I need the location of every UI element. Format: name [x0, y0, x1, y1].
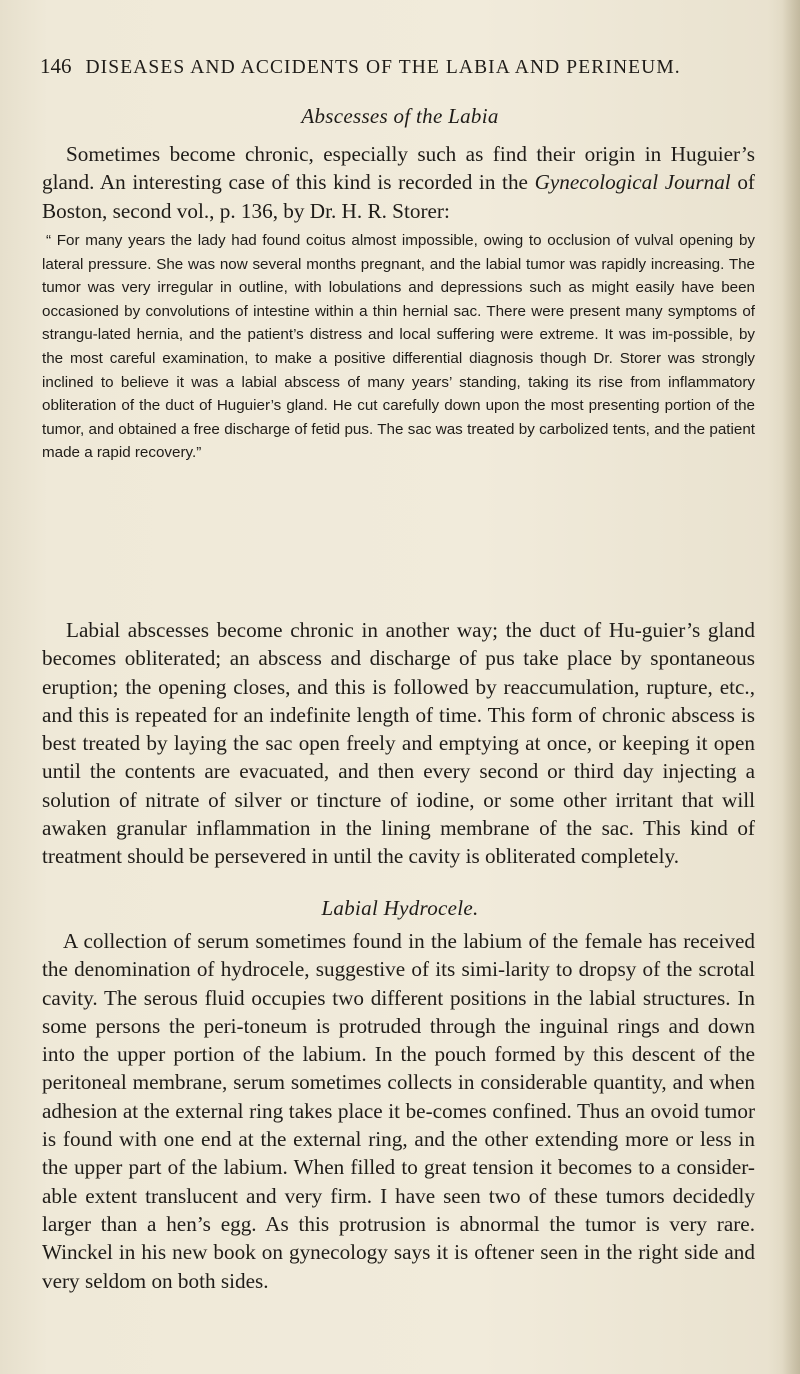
running-head [40, 54, 770, 79]
section-title-hydrocele: Labial Hydrocele. [321, 896, 479, 920]
paragraph-chronic-abscess: Labial abscesses become chronic in another way; the duct of Hu-guier’s gland becomes obliterated; an abscess and discharge of pus take place by spontaneous eruption; the opening closes, and this is followed by reaccumulation, rupture, etc., and this is repeated for an indefinite length of time. This form of chronic abscess is best treated by laying the sac open freely and emptying at once, or keeping it open until the contents are evacuated, and then every second or third day injecting a solution of nitrate of silver or tincture of iodine, or some other irritant that will awaken granular inflammation in the lining membrane of the sac. This kind of treatment should be persevered in until the cavity is obliterated completely. [42, 618, 755, 869]
intro-text-end: of Boston, second vol., p. 136, by Dr. H. R. Storer: [42, 170, 755, 223]
paragraph-intro [42, 140, 755, 225]
running-head-title: DISEASES AND ACCIDENTS OF THE LABIA AND PERINEUM. [85, 57, 681, 78]
section-title-abscesses: Abscesses of the Labia [301, 104, 499, 128]
block-quote-case: “ For many years the lady had found coitus almost impossible, owing to occlusion of vulval opening by lateral pressure. She was now several months pregnant, and the labial tumor was rapidly increasing. The tumor was very irregular in outline, with lobulations and depressions such as might easily have been occasioned by convolutions of intestine within a thin hernial sac. There were present many symptoms of strangu-lated hernia, and the patient’s distress and local suffering were extreme. It was im-possible, by the most careful examination, to make a positive differential diagnosis though Dr. Storer was strongly inclined to believe it was a labial abscess of many years’ standing, taking its rise from inflammatory obliteration of the duct of Huguier’s gland. He cut carefully down upon the most presenting portion of the tumor, and obtained a free discharge of fetid pus. The sac was treated by carbolized tents, and the patient made a rapid recovery.” [42, 232, 755, 462]
page-edge-shadow [782, 0, 800, 1374]
journal-title: Gynecological Journal [534, 170, 731, 195]
paragraph-hydrocele: A collection of serum sometimes found in the labium of the female has received the denomination of hydrocele, suggestive of its simi-larity to dropsy of the scrotal cavity. The serous fluid occupies two different positions in the labial structures. In some persons the peri-toneum is protruded through the inguinal rings and down into the upper portion of the labium. In the pouch formed by this descent of the peritoneal membrane, serum sometimes collects in considerable quantity, and when adhesion at the external ring takes place it be-comes confined. Thus an ovoid tumor is found with one end at the external ring, and the other extending more or less in the upper part of the labium. When filled to great tension it becomes to a consider-able extent translucent and very firm. I have seen two of these tumors decidedly larger than a hen’s egg. As this protrusion is abnormal the tumor is very rare. Winckel in his new book on gynecology says it is oftener seen in the right side and very seldom on both sides. [42, 929, 755, 1293]
page-number: 146 [40, 54, 72, 78]
intro-text-start: Sometimes become chronic, especially such as find their origin in Huguier’s gland. An interesting case of this kind is recorded in the [42, 142, 755, 195]
